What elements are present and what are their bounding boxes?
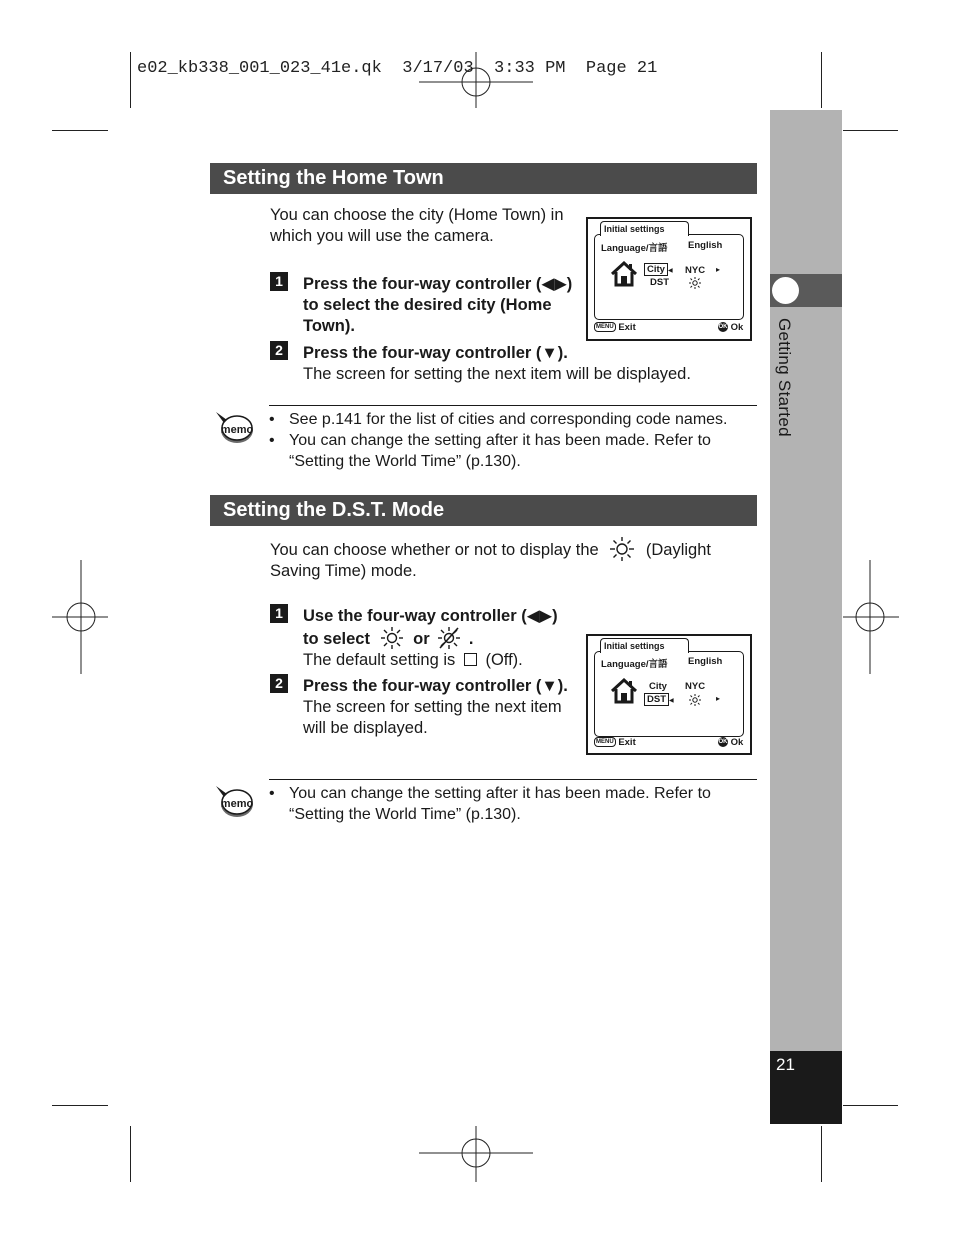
page-number-box bbox=[770, 1051, 842, 1124]
house-icon bbox=[610, 261, 638, 287]
lcd-tab: Initial settings bbox=[600, 638, 689, 653]
svg-text:memo: memo bbox=[220, 798, 254, 810]
dst-intro: You can choose whether or not to display the (Daylight Saving Time) mode. bbox=[270, 537, 730, 582]
sun-icon bbox=[380, 627, 404, 649]
sun-icon bbox=[689, 694, 701, 706]
camera-lcd-screen bbox=[586, 634, 752, 755]
sun-crossed-icon bbox=[437, 627, 461, 649]
lcd-exit: MENU Exit bbox=[596, 737, 636, 748]
lcd-city-value: NYC bbox=[685, 681, 706, 692]
registration-mark-icon bbox=[419, 1126, 533, 1182]
home-town-step2: Press the four-way controller (▼). The screen for setting the next item will be displayed. bbox=[303, 344, 691, 383]
ok-button-icon: OK bbox=[718, 324, 728, 331]
crop-mark bbox=[52, 130, 108, 131]
lcd-right-arrow: ▸ bbox=[716, 265, 721, 274]
home-town-step1: Press the four-way controller (◀▶) to select the desired city (Home Town). bbox=[303, 275, 573, 335]
memo-icon bbox=[213, 780, 257, 820]
sidebar-strip bbox=[770, 110, 842, 1124]
lcd-right-arrow: ▸ bbox=[716, 694, 721, 703]
step-number: 2 bbox=[270, 674, 288, 693]
empty-checkbox-icon bbox=[464, 653, 477, 666]
crop-mark bbox=[821, 1126, 822, 1182]
menu-button-icon: MENU bbox=[596, 324, 614, 331]
lcd-dst-label: DST bbox=[650, 277, 669, 288]
crop-mark bbox=[52, 1105, 108, 1106]
dst-step2: Press the four-way controller (▼). The screen for setting the next item will be displayed. bbox=[303, 677, 568, 737]
registration-mark-icon bbox=[419, 52, 533, 108]
crop-mark bbox=[821, 52, 822, 108]
section-heading-dst-mode: Setting the D.S.T. Mode bbox=[210, 495, 757, 526]
registration-mark-icon bbox=[52, 560, 108, 674]
print-slug: e02_kb338_001_023_41e.qk 3/17/03 3:33 PM Page 21 bbox=[137, 59, 658, 78]
sun-icon bbox=[609, 537, 635, 561]
house-icon bbox=[610, 678, 638, 704]
crop-mark bbox=[130, 1126, 131, 1182]
lcd-city-label: City ◀ bbox=[644, 264, 673, 275]
sun-icon bbox=[689, 277, 701, 289]
lcd-language-label: Language/言語 bbox=[601, 243, 668, 254]
lcd-tab: Initial settings bbox=[600, 221, 689, 236]
svg-text:memo: memo bbox=[220, 424, 254, 436]
lcd-ok: OK Ok bbox=[718, 322, 744, 333]
lcd-dst-label: DST ◀ bbox=[644, 694, 674, 705]
sidebar-section-title: Getting Started bbox=[775, 318, 794, 437]
lcd-city-value: NYC bbox=[685, 265, 706, 276]
memo-bullet: • You can change the setting after it has been made. Refer to “Setting the World Time” (p.130). bbox=[269, 785, 711, 823]
section-tab-circle bbox=[772, 277, 799, 304]
dst-step1: Use the four-way controller (◀▶) to select or . The default setting is (Off). bbox=[303, 607, 558, 669]
memo-rule bbox=[269, 779, 757, 780]
section-heading-home-town: Setting the Home Town bbox=[210, 163, 757, 194]
menu-button-icon: MENU bbox=[596, 739, 614, 746]
memo-icon bbox=[213, 406, 257, 446]
lcd-exit: MENU Exit bbox=[596, 322, 636, 333]
crop-mark bbox=[130, 52, 131, 108]
crop-mark bbox=[843, 1105, 898, 1106]
step-number: 2 bbox=[270, 341, 288, 360]
memo-bullet: • See p.141 for the list of cities and corresponding code names. bbox=[269, 411, 728, 428]
ok-button-icon: OK bbox=[718, 739, 728, 746]
crop-mark bbox=[843, 130, 898, 131]
lcd-city-label: City bbox=[649, 681, 667, 692]
page-number: 21 bbox=[776, 1055, 795, 1074]
lcd-language-value: English bbox=[688, 656, 723, 667]
lcd-language-value: English bbox=[688, 240, 723, 251]
lcd-language-label: Language/言語 bbox=[601, 659, 668, 670]
camera-lcd-screen bbox=[586, 217, 752, 341]
step-number: 1 bbox=[270, 272, 288, 291]
home-town-intro: You can choose the city (Home Town) in which you will use the camera. bbox=[270, 206, 564, 245]
memo-rule bbox=[269, 405, 757, 406]
lcd-ok: OK Ok bbox=[718, 737, 744, 748]
step-number: 1 bbox=[270, 604, 288, 623]
registration-mark-icon bbox=[843, 560, 899, 674]
memo-bullet: • You can change the setting after it has been made. Refer to “Setting the World Time” (p.130). bbox=[269, 432, 711, 470]
